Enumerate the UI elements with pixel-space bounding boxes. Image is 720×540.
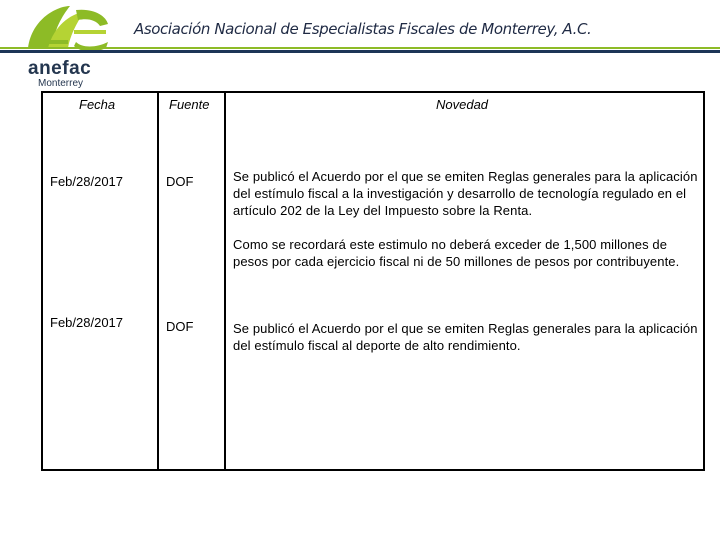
column-header-fecha: Fecha [79, 97, 116, 112]
row-novedad [233, 168, 703, 287]
row-novedad [233, 320, 703, 371]
novedad-paragraph: Se publicó el Acuerdo por el que se emiten Reglas generales para la aplicación del estímulo fiscal a la investigación y desarrollo de tecnología regulado en el artículo 202 de la Ley del Impuesto sobre la Renta. [233, 169, 698, 218]
logo-subtitle: Monterrey [38, 78, 84, 89]
column-divider [157, 91, 159, 471]
column-divider [224, 91, 226, 471]
row-fuente: DOF [166, 319, 194, 334]
row-fecha: Feb/28/2017 [50, 315, 124, 330]
column-header-novedad: Novedad [436, 97, 489, 112]
novedad-paragraph: Como se recordará este estimulo no deberá exceder de 1,500 millones de pesos por cada ejercicio fiscal ni de 50 millones de pesos por contribuyente. [233, 237, 680, 269]
row-fecha: Feb/28/2017 [50, 174, 124, 189]
header-rule-navy [0, 50, 720, 53]
row-fuente: DOF [166, 174, 194, 189]
page-title: Asociación Nacional de Especialistas Fiscales de Monterrey, A.C. [134, 20, 592, 38]
column-header-fuente: Fuente [169, 97, 210, 112]
logo-wordmark: anefac [28, 58, 92, 79]
header-rule-green [0, 47, 720, 49]
novedad-paragraph: Se publicó el Acuerdo por el que se emiten Reglas generales para la aplicación del estímulo fiscal al deporte de alto rendimiento. [233, 321, 698, 353]
